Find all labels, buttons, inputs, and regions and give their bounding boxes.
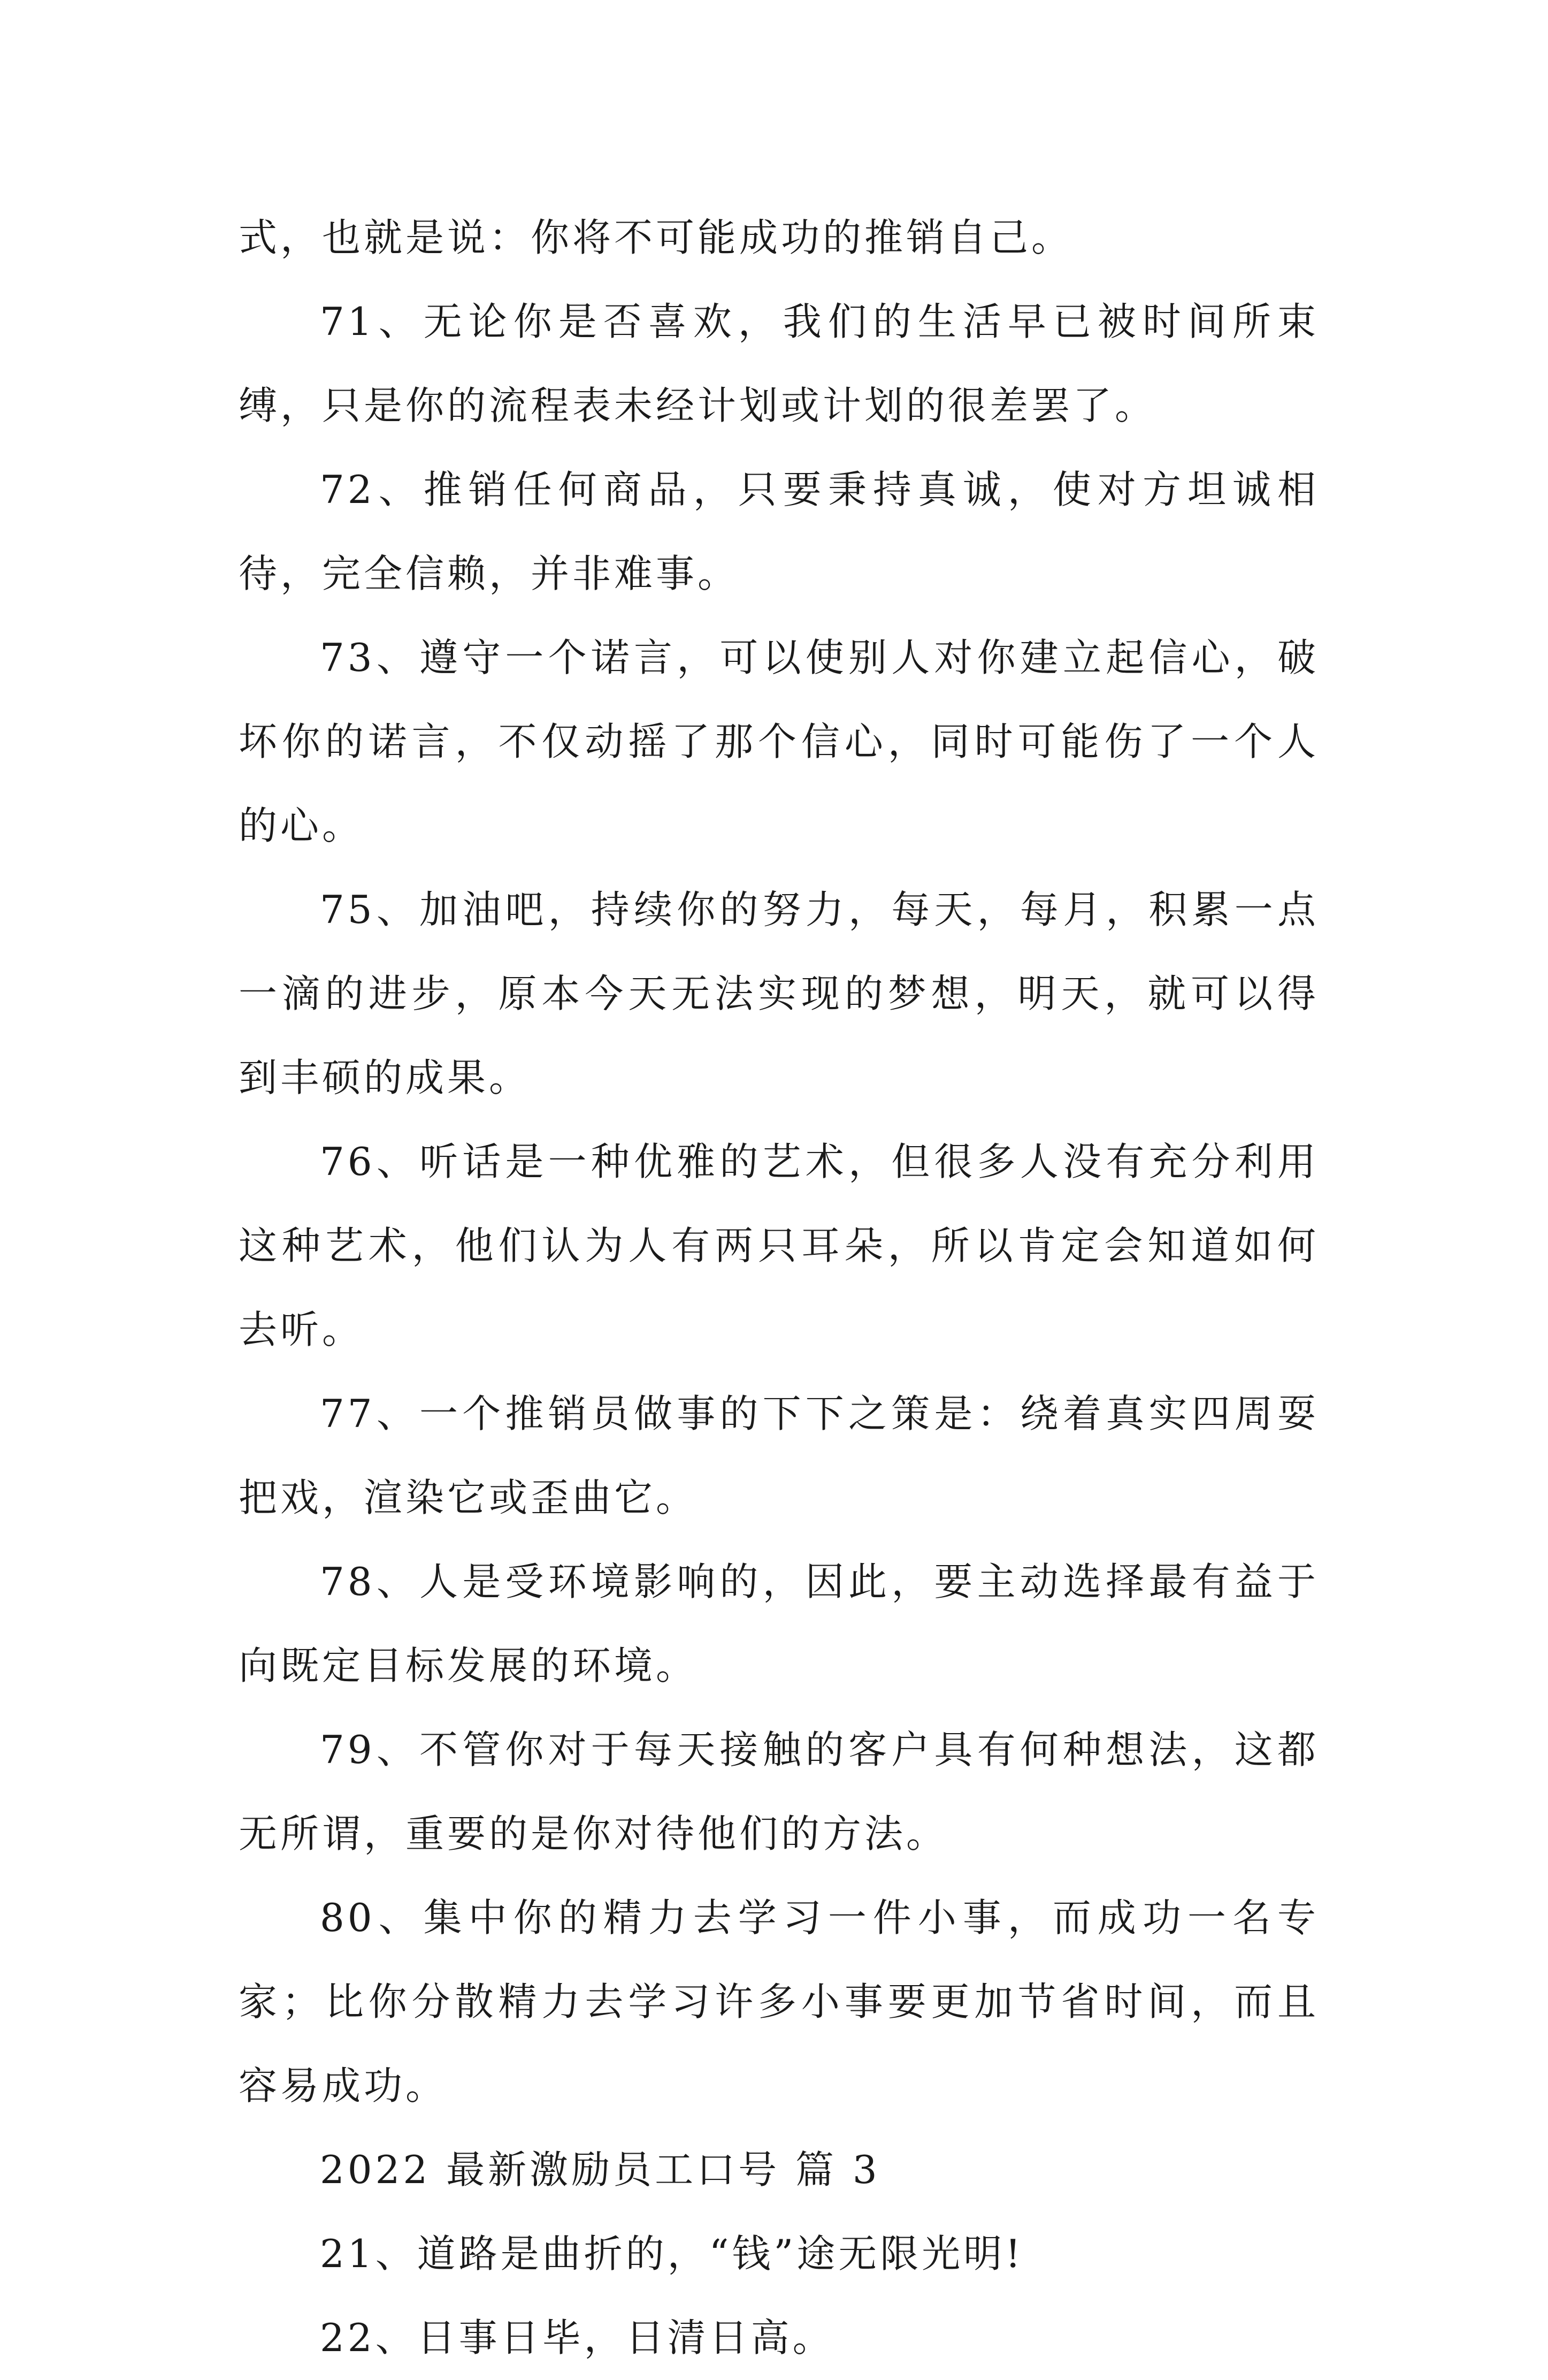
paragraph-79: 79、不管你对于每天接触的客户具有何种想法，这都无所谓，重要的是你对待他们的方法。 xyxy=(239,1727,1319,1856)
paragraph-continuation: 式，也就是说：你将不可能成功的推销自己。 xyxy=(239,215,1074,260)
paragraph-78: 78、人是受环境影响的，因此，要主动选择最有益于向既定目标发展的环境。 xyxy=(239,1559,1319,1688)
paragraph-80: 80、集中你的精力去学习一件小事，而成功一名专家；比你分散精力去学习许多小事要更加节省时间，而且容易成功。 xyxy=(239,1895,1319,2108)
paragraph-76: 76、听话是一种优雅的艺术，但很多人没有充分利用这种艺术，他们认为人有两只耳朵，所以肯定会知道如何去听。 xyxy=(239,1139,1319,1352)
paragraph-77: 77、一个推销员做事的下下之策是：绕着真实四周耍把戏，渲染它或歪曲它。 xyxy=(239,1391,1319,1520)
paragraph-21: 21、道路是曲折的，“钱”途无限光明! xyxy=(320,2231,1024,2276)
paragraph-72: 72、推销任何商品，只要秉持真诚，使对方坦诚相待，完全信赖，并非难事。 xyxy=(239,467,1319,596)
paragraph-75: 75、加油吧，持续你的努力，每天，每月，积累一点一滴的进步，原本今天无法实现的梦想，明天，就可以得到丰硕的成果。 xyxy=(239,887,1319,1100)
paragraph-22: 22、日事日毕，日清日高。 xyxy=(320,2315,834,2360)
section-heading: 2022 最新激励员工口号 篇 3 xyxy=(320,2147,880,2192)
paragraph-73: 73、遵守一个诺言，可以使别人对你建立起信心，破坏你的诺言，不仅动摇了那个信心，同时可能伤了一个人的心。 xyxy=(239,635,1319,848)
document-body xyxy=(239,196,1319,2380)
paragraph-71: 71、无论你是否喜欢，我们的生活早已被时间所束缚，只是你的流程表未经计划或计划的很差罢了。 xyxy=(239,299,1319,428)
